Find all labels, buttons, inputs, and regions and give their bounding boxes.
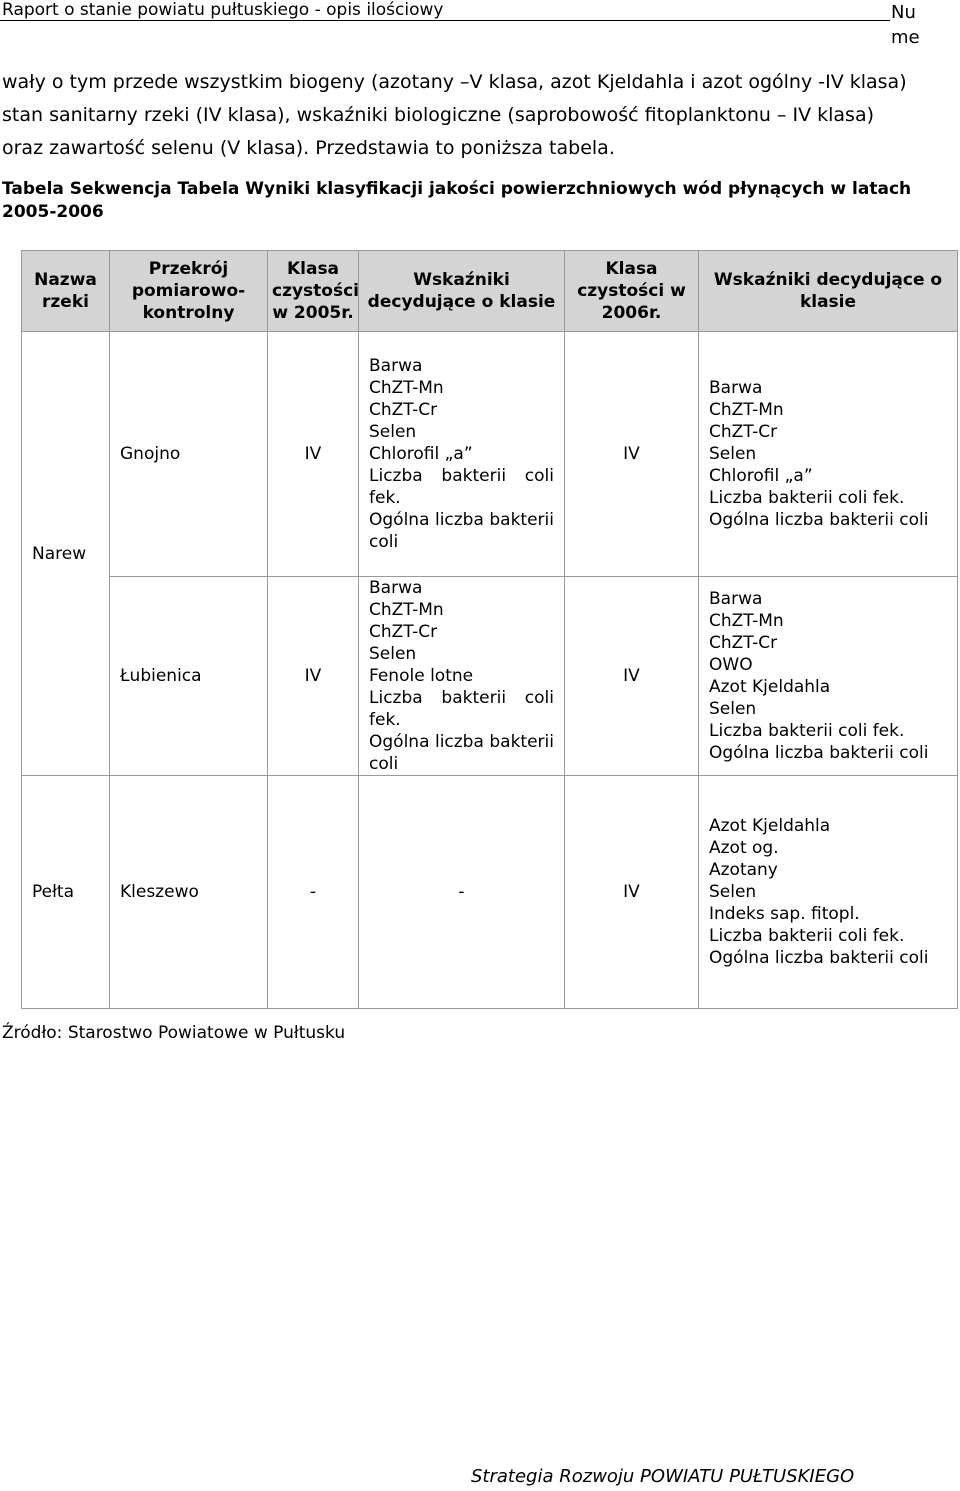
indicator-item: ChZT-Cr [369, 400, 438, 420]
indicator-item: Ogólna liczba bakterii coli [709, 510, 929, 530]
indicator-item: Selen [709, 444, 757, 464]
indicator-item: Barwa [369, 578, 423, 598]
profile-cell: Kleszewo [110, 776, 268, 1009]
indicator-item: ChZT-Mn [709, 611, 784, 631]
indicator-item: Liczba bakterii coli fek. [709, 488, 905, 508]
indicator-item: Selen [709, 882, 757, 902]
class-2006-cell: IV [565, 776, 699, 1009]
class-2005-cell: - [268, 776, 359, 1009]
table-caption [2, 178, 942, 224]
header-class-2006: Klasa czystości w 2006r. [565, 251, 699, 332]
header-indicators-2005: Wskaźniki decydujące o klasie [359, 251, 565, 332]
indicators-2006-cell [699, 332, 958, 577]
indicator-item: Azot Kjeldahla [709, 677, 831, 697]
intro-line: stan sanitarny rzeki (IV klasa), wskaźniki biologiczne (saprobowość fitoplanktonu – IV klasa) [2, 104, 874, 126]
indicator-item: Azotany [709, 860, 778, 880]
intro-line: oraz zawartość selenu (V klasa). Przedstawia to poniższa tabela. [2, 137, 615, 159]
indicator-item: ChZT-Cr [369, 622, 438, 642]
class-2005-cell: IV [268, 577, 359, 776]
class-2005-cell: IV [268, 332, 359, 577]
indicator-item: OWO [709, 655, 753, 675]
indicator-item: Azot Kjeldahla [709, 816, 831, 836]
river-name-cell: Pełta [22, 776, 110, 1009]
class-2006-cell: IV [565, 332, 699, 577]
indicator-item: ChZT-Cr [709, 422, 778, 442]
intro-paragraph [2, 66, 932, 165]
indicators-2005-cell [359, 577, 565, 776]
table-caption-line: 2005-2006 [2, 202, 104, 222]
indicator-item: ChZT-Mn [369, 600, 444, 620]
indicator-item: Ogólna liczba bakterii coli [369, 510, 554, 552]
header-rule [0, 20, 890, 21]
indicator-item: Chlorofil „a” [369, 444, 473, 464]
profile-cell: Łubienica [110, 577, 268, 776]
table-header-row [22, 251, 958, 332]
page-footer: Strategia Rozwoju POWIATU PUŁTUSKIEGO [471, 1466, 855, 1487]
page-number-label-line: me [891, 27, 920, 48]
page-number-label [891, 0, 920, 50]
document-header-title: Raport o stanie powiatu pułtuskiego - opis ilościowy [2, 0, 444, 20]
indicator-item: Selen [369, 644, 417, 664]
intro-line: wały o tym przede wszystkim biogeny (azotany –V klasa, azot Kjeldahla i azot ogólny -IV klasa) [2, 71, 907, 93]
page-number-label-line: Nu [891, 2, 916, 23]
water-quality-table [21, 250, 958, 1009]
table-caption-line: Tabela Sekwencja Tabela Wyniki klasyfikacji jakości powierzchniowych wód płynących w latach [2, 179, 912, 199]
indicator-item: Liczba bakterii coli fek. [369, 466, 554, 508]
indicator-item: Liczba bakterii coli fek. [709, 926, 905, 946]
indicators-2005-cell: - [359, 776, 565, 1009]
indicator-item: Ogólna liczba bakterii coli [709, 743, 929, 763]
indicators-2006-cell [699, 577, 958, 776]
indicator-item: Barwa [369, 356, 423, 376]
header-profile: Przekrój pomiarowo-kontrolny [110, 251, 268, 332]
indicator-item: Chlorofil „a” [709, 466, 813, 486]
header-indicators-2006: Wskaźniki decydujące o klasie [699, 251, 958, 332]
class-2006-cell: IV [565, 577, 699, 776]
indicators-2006-cell [699, 776, 958, 1009]
indicator-item: ChZT-Mn [369, 378, 444, 398]
river-name-cell: Narew [22, 332, 110, 776]
indicators-2005-cell [359, 332, 565, 577]
indicator-item: Indeks sap. fitopl. [709, 904, 860, 924]
indicator-item: ChZT-Cr [709, 633, 778, 653]
indicator-item: ChZT-Mn [709, 400, 784, 420]
indicator-item: Fenole lotne [369, 666, 474, 686]
indicator-item: Ogólna liczba bakterii coli [709, 948, 929, 968]
indicator-item: Barwa [709, 378, 763, 398]
indicator-item: Selen [369, 422, 417, 442]
indicator-item: Liczba bakterii coli fek. [369, 688, 554, 730]
header-class-2005: Klasa czystości w 2005r. [268, 251, 359, 332]
table-row [22, 332, 958, 577]
indicator-item: Liczba bakterii coli fek. [709, 721, 905, 741]
indicator-item: Azot og. [709, 838, 779, 858]
source-note: Źródło: Starostwo Powiatowe w Pułtusku [2, 1023, 346, 1043]
table-row [22, 577, 958, 776]
profile-cell: Gnojno [110, 332, 268, 577]
indicator-item: Selen [709, 699, 757, 719]
indicator-item: Barwa [709, 589, 763, 609]
indicator-item: Ogólna liczba bakterii coli [369, 732, 554, 774]
header-river-name: Nazwa rzeki [22, 251, 110, 332]
table-row [22, 776, 958, 1009]
